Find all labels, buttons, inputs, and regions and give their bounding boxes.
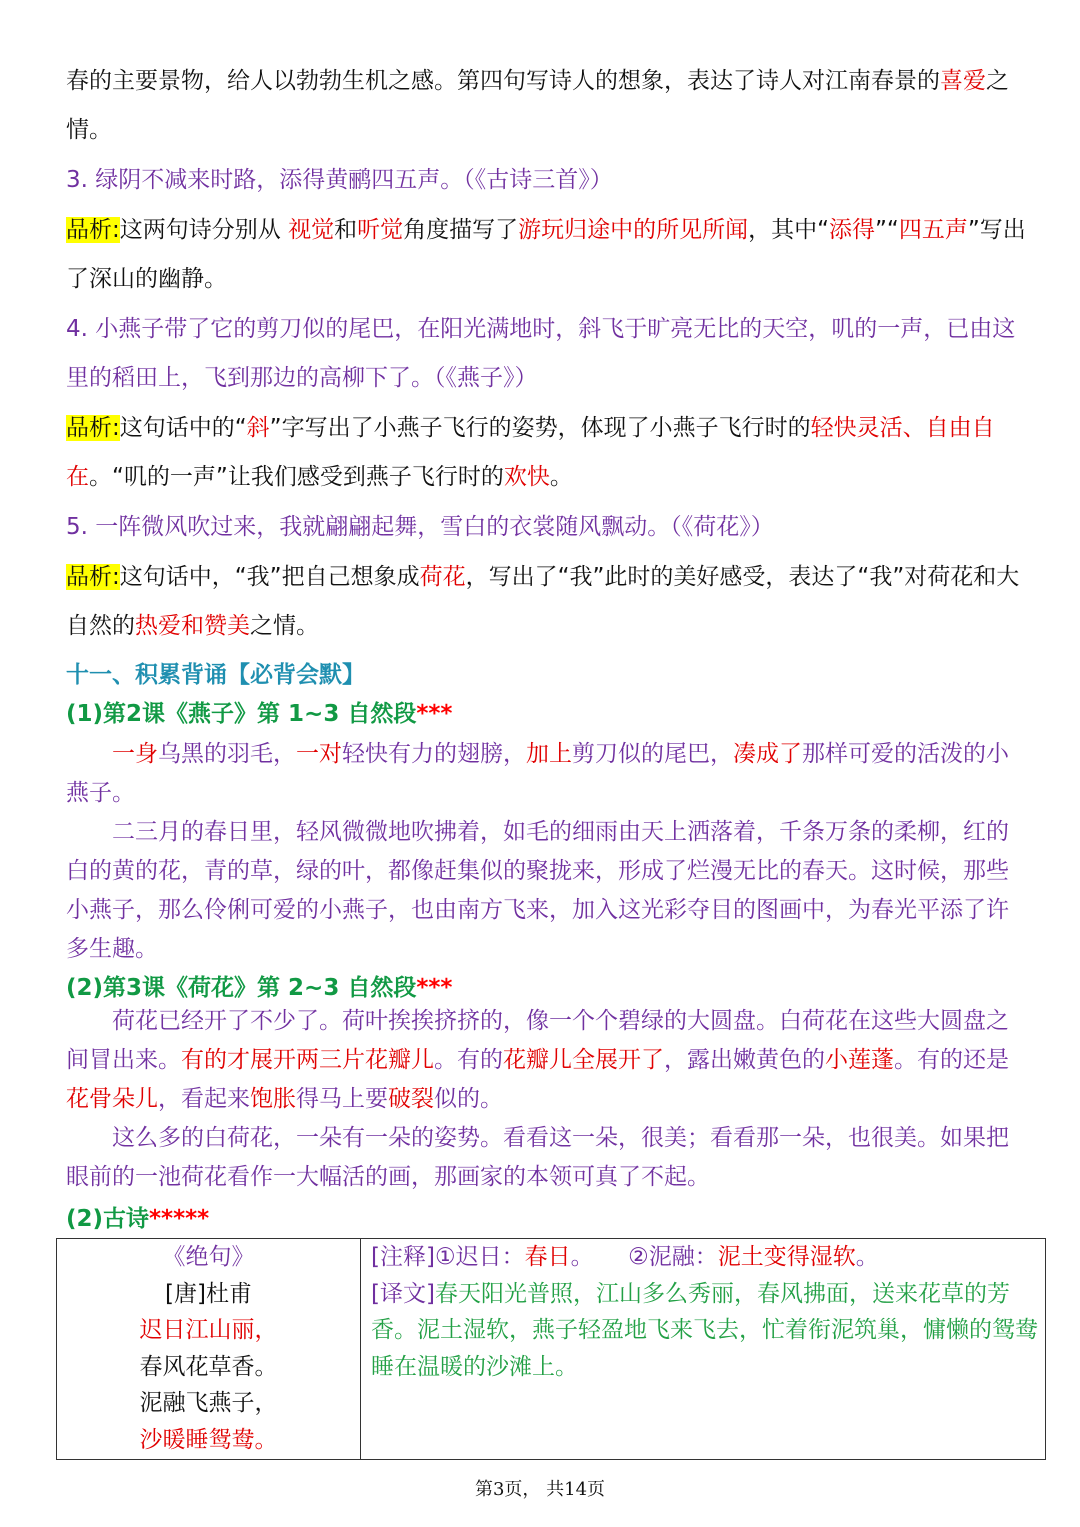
poem-line: 迟日江山丽， [139,1317,278,1343]
subsection-heading: (2)古诗***** [66,1206,210,1232]
analysis-label: 品析: [66,415,120,441]
poem-translation: [译文]春天阳光普照，江山多么秀丽，春风拂面，送来花草的芳香。泥土湿软，燕子轻盈地飞来飞去，忙着衔泥筑巢，慵懒的鸳鸯睡在温暖的沙滩上。 [371,1280,1038,1380]
recitation-paragraph: 荷花已经开了不少了。荷叶挨挨挤挤的，像一个个碧绿的大圆盘。白荷花在这些大圆盘之间冒出来。有的才展开两三片花瓣儿。有的花瓣儿全展开了，露出嫩黄色的小莲蓬。有的还是花骨朵儿，看起来饱胀得马上要破裂似的。 [66,1008,1009,1112]
analysis-label: 品析: [66,564,120,590]
poem-text-cell [57,1239,361,1460]
poem-line: 泥融飞燕子， [139,1390,278,1416]
recitation-paragraph: 二三月的春日里，轻风微微地吹拂着，如毛的细雨由天上洒落着，千条万条的柔柳，红的白的黄的花，青的草，绿的叶，都像赶集似的聚拢来，形成了烂漫无比的春天。这时候，那些小燕子，那么伶俐可爱的小燕子，也由南方飞来，加入这光彩夺目的图画中，为春光平添了许多生趣。 [66,819,1009,962]
poem-notes-cell [361,1239,1046,1460]
poem-notes: [注释]①迟日：春日。 ②泥融：泥土变得湿软。 [371,1244,879,1270]
poem-line: 春风花草香。 [139,1353,278,1380]
importance-stars: *** [416,975,453,1001]
poem-table [56,1238,1046,1460]
subsection-heading: (2)第3课《荷花》第 2~3 自然段*** [66,975,453,1001]
item4-sentence: 4. 小燕子带了它的剪刀似的尾巴，在阳光满地时，斜飞于旷亮无比的天空，叽的一声，已由这里的稻田上，飞到那边的高柳下了。（《燕子》） [66,316,1016,391]
intro-paragraph: 春的主要景物，给人以勃勃生机之感。第四句写诗人的想象，表达了诗人对江南春景的喜爱之情。 [66,68,1009,143]
section-heading: 十一、积累背诵【必背会默】 [66,662,365,688]
poem-author: [唐]杜甫 [165,1280,252,1307]
keyword: 喜爱 [940,68,986,94]
page-footer: 第3页， 共14页 [474,1479,606,1500]
item3-analysis: 品析:这两句诗分别从 视觉和听觉角度描写了游玩归途中的所见所闻，其中“添得”“四五声”写出了深山的幽静。 [66,217,1026,292]
subsection-heading: (1)第2课《燕子》第 1~3 自然段*** [66,701,453,727]
recitation-paragraph: 这么多的白荷花，一朵有一朵的姿势。看看这一朵，很美；看看那一朵，也很美。如果把眼前的一池荷花看作一大幅活的画，那画家的本领可真了不起。 [66,1125,1009,1190]
item5-analysis: 品析:这句话中，“我”把自己想象成荷花，写出了“我”此时的美好感受，表达了“我”对荷花和大自然的热爱和赞美之情。 [66,564,1020,639]
item4-analysis: 品析:这句话中的“斜”字写出了小燕子飞行的姿势，体现了小燕子飞行时的轻快灵活、自由自在。“叽的一声”让我们感受到燕子飞行时的欢快。 [66,415,995,490]
importance-stars: ***** [149,1206,210,1232]
analysis-label: 品析: [66,217,120,243]
recitation-paragraph: 一身乌黑的羽毛，一对轻快有力的翅膀，加上剪刀似的尾巴，凑成了那样可爱的活泼的小燕子。 [66,741,1009,806]
item5-sentence: 5. 一阵微风吹过来，我就翩翩起舞，雪白的衣裳随风飘动。（《荷花》） [66,514,774,540]
poem-line: 沙暖睡鸳鸯。 [139,1426,278,1453]
poem-title: 《绝句》 [162,1244,255,1270]
importance-stars: *** [416,701,453,727]
item3-sentence: 3. 绿阴不减来时路，添得黄鹂四五声。（《古诗三首》） [66,167,613,193]
